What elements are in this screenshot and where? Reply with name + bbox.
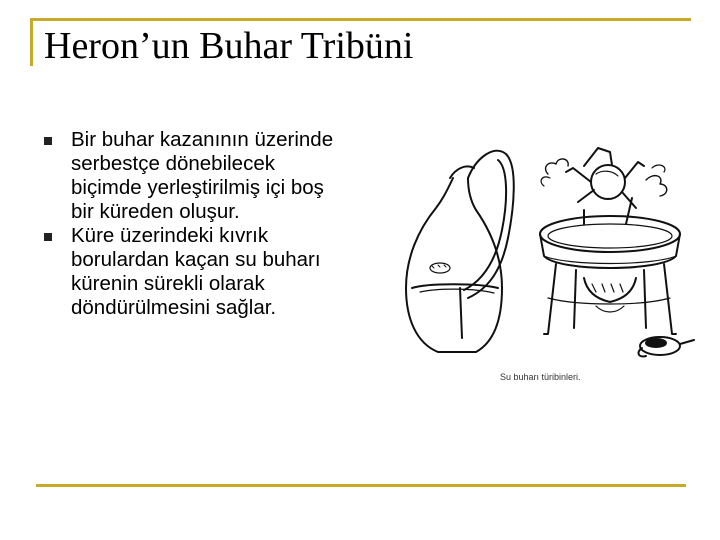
bottom-accent-rule bbox=[36, 484, 686, 487]
figure-caption: Su buharı türibinleri. bbox=[500, 372, 581, 382]
bullet-text-2: Küre üzerindeki kıvrık borulardan kaçan su buharı kürenin sürekli olarak döndürülmesini sağlar. bbox=[71, 224, 321, 319]
square-bullet-icon bbox=[44, 137, 52, 145]
square-bullet-icon bbox=[44, 233, 52, 241]
left-accent-rule bbox=[30, 18, 33, 66]
bullet-text-1: Bir buhar kazanının üzerinde serbestçe dönebilecek biçimde yerleştirilmiş içi boş bir küreden oluşur. bbox=[71, 128, 334, 223]
turbine-drawing bbox=[540, 148, 694, 356]
bullet-item-1 bbox=[40, 128, 350, 224]
jug-drawing bbox=[406, 151, 514, 352]
bullet-list bbox=[40, 128, 350, 320]
bullet-item-2 bbox=[40, 224, 350, 320]
top-accent-rule bbox=[30, 18, 691, 21]
heron-turbine-illustration bbox=[398, 138, 706, 390]
slide-title: Heron’un Buhar Tribüni bbox=[44, 25, 414, 67]
